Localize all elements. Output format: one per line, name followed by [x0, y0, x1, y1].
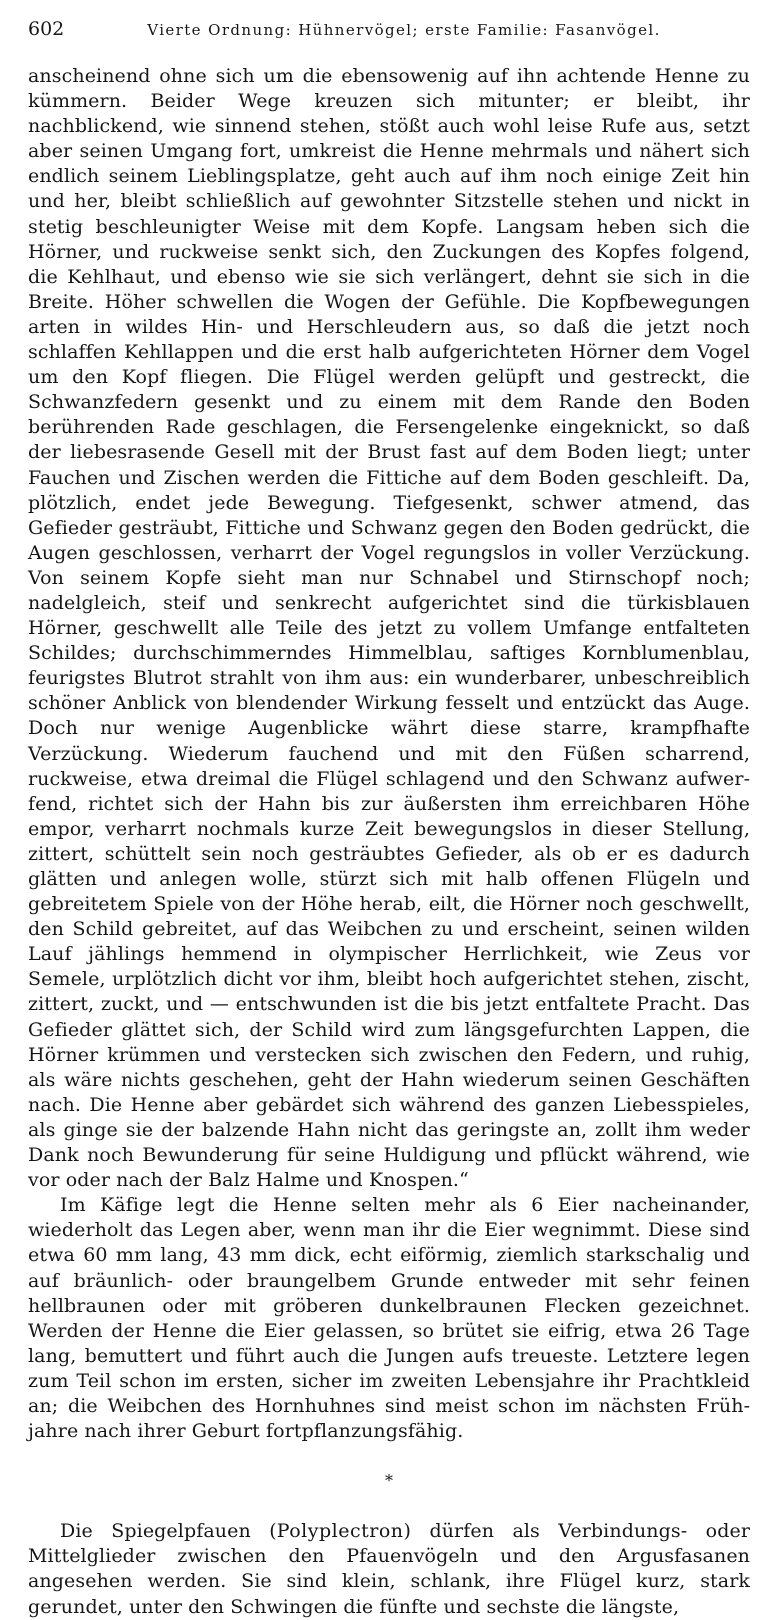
page-number: 602: [28, 18, 65, 40]
paragraph-intro: Die Spiegelpfauen (: [60, 1520, 277, 1543]
paragraph-courtship: anscheinend ohne sich um die ebensowenig auf ihn achtende Henne zu kümmern. Beider Wege kreuzen sich mitunter; er bleibt, ihr nachblickend, wie sinnend stehen, stößt auch wohl leise Rufe aus, setzt aber seinen Umgang fort, umkreist die Henne mehrmals und nähert sich endlich seinem Lieblingsplatze, geht auch auf ihm noch einige Zeit hin und her, bleibt schließlich auf gewohnter Sitzstelle stehen und nickt in stetig beschleunigter Weise mit dem Kopfe. Langsam heben sich die Hörner, und ruckweise senkt sich, den Zuckungen des Kopfes folgend, die Kehlhaut, und ebenso wie sie sich verlängert, dehnt sie sich in die Breite. Höher schwellen die Wogen der Gefühle. Die Kopfbewegungen arten in wildes Hin- und Herschleudern aus, so daß die jetzt noch schlaffen Kehllappen und die erst halb aufgerichteten Hörner dem Vogel um den Kopf fliegen. Die Flügel werden gelüpft und gestreckt, die Schwanzfedern gesenkt und zu einem mit dem Rande den Boden berührenden Rade geschlagen, die Fersengelenke eingeknickt, so daß der liebesrasende Gesell mit der Brust fast auf dem Boden liegt; unter Fauchen und Zischen werden die Fittiche auf dem Boden geschleift. Da, plötzlich, endet jede Bewegung. Tiefgesenkt, schwer atmend, das Gefieder gesträubt, Fittiche und Schwanz gegen den Boden gedrückt, die Augen geschlossen, verharrt der Vogel regungslos in voller Verzückung. Von seinem Kopfe sieht man nur Schnabel und Stirnschopf noch; nadelgleich, steif und senkrecht aufgerichtet sind die türkisblauen Hörner, geschwellt alle Teile des jetzt zu vollem Umfange entfalteten Schildes; durchschimmerndes Himmelblau, saftiges Kornblumenblau, feurigstes Blutrot strahlt von ihm aus: ein wunderbarer, unbeschreiblich schöner Anblick von blendender Wirkung fesselt und entzückt das Auge. Doch nur wenige Augenblicke währt diese starre, krampfhafte Verzückung. Wiederum fauchend und mit den Füßen scharrend, ruckweise, etwa dreimal die Flügel schlagend und den Schwanz aufwerfend, richtet sich der Hahn bis zur äußersten ihm erreichbaren Höhe empor, verharrt nochmals kurze Zeit bewegungslos in dieser Stellung, zittert, schüttelt sein noch gesträubtes Gefieder, als ob er es dadurch glätten und anlegen wolle, stürzt sich mit halb offenen Flügeln und gebreitetem Spiele von der Höhe herab, eilt, die Hörner noch geschwellt, den Schild gebreitet, auf das Weibchen zu und erscheint, seinen wilden Lauf jählings hemmend in olympischer Herrlichkeit, wie Zeus vor Semele, urplötzlich dicht vor ihm, bleibt hoch aufgerichtet stehen, zischt, zittert, zuckt, und — entschwunden ist die bis jetzt entfaltete Pracht. Das Gefieder glättet sich, der Schild wird zum längsgefurchten Lappen, die Hörner krümmen und verstecken sich zwischen den Federn, und ruhig, als wäre nichts geschehen, geht der Hahn wiederum seinen Geschäften nach. Die Henne aber gebärdet sich während des ganzen Liebesspieles, als ginge sie der balzende Hahn nicht das geringste an, zollt ihm weder Dank noch Bewunderung für seine Huldigung und pflückt während, wie vor oder nach der Balz Halme und Knospen.“: [28, 65, 750, 1192]
book-page: [28, 18, 750, 1620]
body-text: [28, 64, 750, 1620]
section-separator: *: [385, 1471, 393, 1491]
genus-name: Polyplectron: [276, 1520, 404, 1543]
running-title: Vierte Ordnung: Hühnervögel; erste Familie: Fasanvögel.: [147, 21, 661, 39]
paragraph-spiegelpfauen: [28, 1519, 750, 1619]
running-header: [28, 18, 750, 48]
paragraph-eggs: Im Käfige legt die Henne selten mehr als 6 Eier nacheinander, wiederholt das Legen aber, wenn man ihr die Eier wegnimmt. Diese sind etwa 60 mm lang, 43 mm dick, echt eiförmig, ziemlich starkschalig und auf bräunlich- oder braungelbem Grunde entweder mit sehr feinen hellbraunen oder mit gröberen dunkelbraunen Flecken gezeichnet. Werden der Henne die Eier gelassen, so brütet sie eifrig, etwa 26 Tage lang, bemuttert und führt auch die Jungen aufs treueste. Letztere legen zum Teil schon im ersten, sicher im zweiten Lebensjahre ihr Prachtkleid an; die Weibchen des Hornhuhnes sind meist schon im nächsten Frühjahre nach ihrer Geburt fortpflanzungsfähig.: [28, 1194, 750, 1443]
paragraph-continuation: ) dürfen als Verbindungs- oder Mittelglieder zwischen den Pfauenvögeln und den Argusfasanen angesehen werden. Sie sind klein, schlank, ihre Flügel kurz, stark gerundet, unter den Schwingen die fünfte und sechste die längste,: [28, 1520, 750, 1618]
